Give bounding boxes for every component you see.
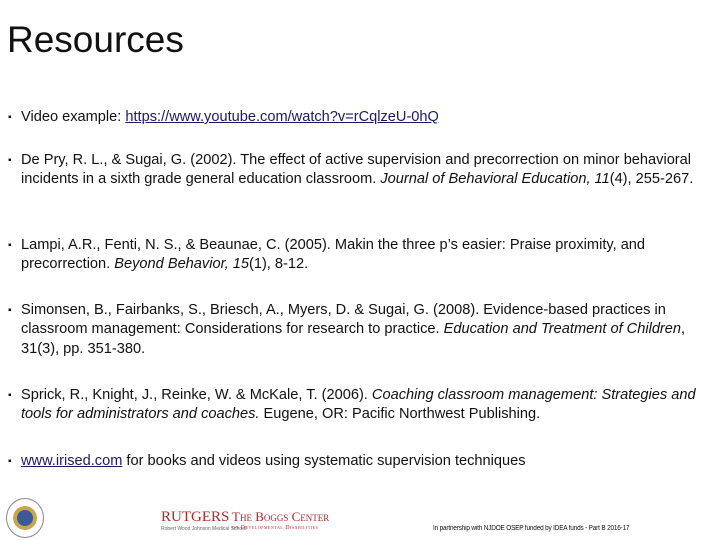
bullet-icon: ▪ <box>8 390 12 401</box>
list-item <box>8 236 711 275</box>
bullet-icon: ▪ <box>8 112 12 123</box>
item-text: (1), 8-12. <box>248 256 309 273</box>
item-text: De Pry, R. L., & Sugai, G. (2002). The effect of active supervision and precorrection on minor behavioral incidents in a sixth grade general education classroom. <box>21 152 692 188</box>
rutgers-logo-text: RUTGERS <box>161 509 230 525</box>
bullet-icon: ▪ <box>8 155 12 166</box>
item-text: , 31(3), pp. 351-380. <box>21 321 686 357</box>
item-text: for books and videos using systematic supervision techniques <box>122 453 526 469</box>
bullet-icon: ▪ <box>8 305 12 316</box>
book-title: Coaching classroom management: Strategies and tools for administrators and coaches. <box>21 387 696 423</box>
journal-title: Beyond Behavior, 15 <box>114 256 249 273</box>
item-text: Eugene, OR: Pacific Northwest Publishing. <box>259 406 541 423</box>
footer-partnership-text: In partnership with NJDOE OSEP funded by IDEA funds - Part B 2016-17 <box>433 525 630 532</box>
item-text: Lampi, A.R., Fenti, N. S., & Beaunae, C. (2005). Makin the three p’s easier: Praise proximity, and precorrection. <box>21 237 646 273</box>
page-title: Resources <box>7 19 184 60</box>
bullet-icon: ▪ <box>8 456 12 467</box>
irised-link[interactable]: www.irised.com <box>21 453 123 469</box>
item-text: Video example: <box>21 109 126 125</box>
journal-title: Education and Treatment of Children <box>443 321 682 338</box>
list-item <box>8 108 711 127</box>
nj-state-seal-logo <box>6 498 44 538</box>
bullet-icon: ▪ <box>8 240 12 251</box>
boggs-logo-subtext: on Developmental Disabilities <box>232 525 319 531</box>
boggs-center-logo <box>232 509 329 531</box>
list-item <box>8 151 711 190</box>
item-text: (4), 255-267. <box>609 171 694 188</box>
video-link[interactable]: https://www.youtube.com/watch?v=rCqlzeU-0hQ <box>125 109 439 125</box>
item-text: Sprick, R., Knight, J., Reinke, W. & McKale, T. (2006). <box>21 387 372 403</box>
journal-title: Journal of Behavioral Education, 11 <box>380 171 610 188</box>
list-item <box>8 452 711 471</box>
item-text: Simonsen, B., Fairbanks, S., Briesch, A., Myers, D. & Sugai, G. (2008). Evidence-based practices in classroom management: Considerations for research to practice. <box>21 302 666 338</box>
list-item <box>8 386 711 425</box>
list-item <box>8 301 711 359</box>
boggs-logo-text: The Boggs Center <box>232 509 330 524</box>
rutgers-logo-subtext: Robert Wood Johnson Medical School <box>161 526 246 532</box>
